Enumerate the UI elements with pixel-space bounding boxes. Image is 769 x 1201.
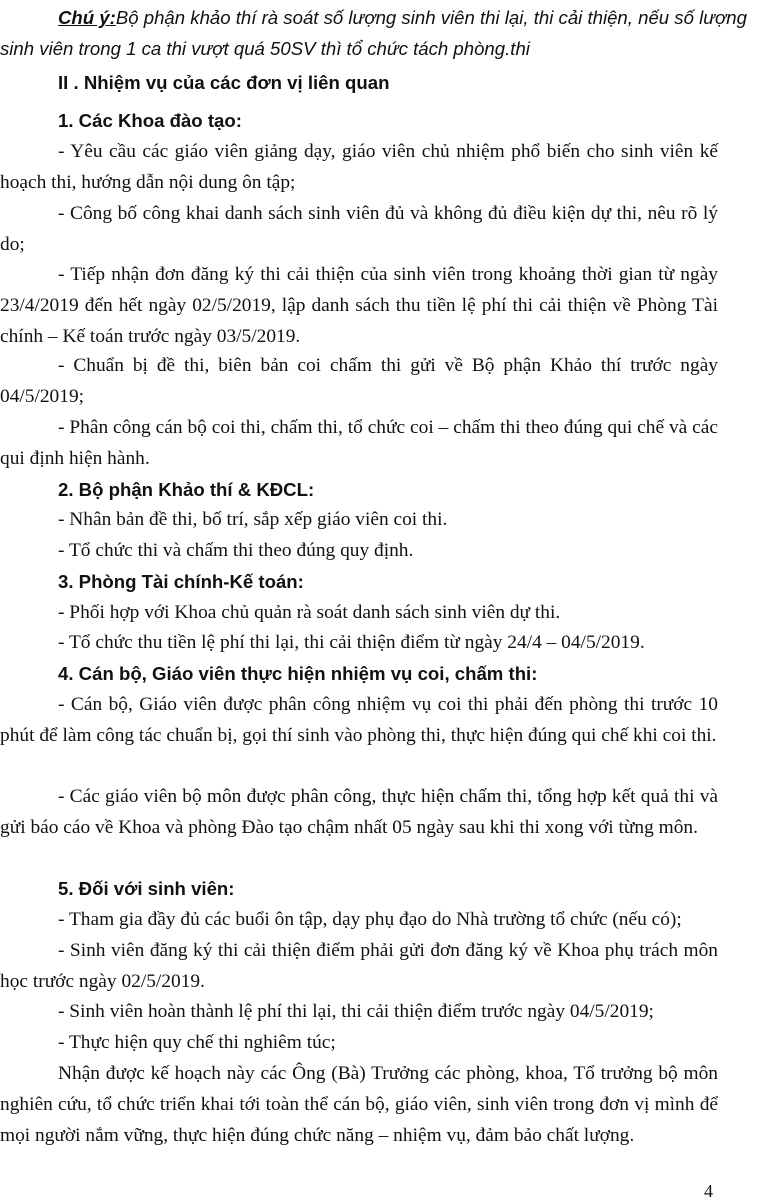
khaothi-item-1: - Nhân bản đề thi, bố trí, sắp xếp giáo viên coi thi. (58, 509, 448, 530)
sinhvien-item-2: - Sinh viên đăng ký thi cải thiện điểm phải gửi đơn đăng ký về Khoa phụ trách môn học trước ngày 02/5/2019. (0, 940, 718, 992)
sinhvien-item-4: - Thực hiện quy chế thi nghiêm túc; (58, 1032, 336, 1053)
subsection-title-sinhvien: 5. Đối với sinh viên: (58, 878, 235, 899)
section-title: II . Nhiệm vụ của các đơn vị liên quan (58, 72, 390, 93)
note-paragraph (0, 2, 766, 64)
taichinh-item-1: - Phối hợp với Khoa chủ quản rà soát danh sách sinh viên dự thi. (58, 602, 561, 623)
khoa-item-5: - Phân công cán bộ coi thi, chấm thi, tổ chức coi – chấm thi theo đúng qui chế và các qui định hiện hành. (0, 417, 718, 469)
note-lead: Chú ý: (58, 7, 116, 28)
khaothi-item-2: - Tổ chức thi và chấm thi theo đúng quy định. (58, 540, 414, 561)
khoa-item-3: - Tiếp nhận đơn đăng ký thi cải thiện của sinh viên trong khoảng thời gian từ ngày 23/4/2019 đến hết ngày 02/5/2019, lập danh sách thu tiền lệ phí thi cải thiện về Phòng Tài chính – Kế toán trước ngày 03/5/2019. (0, 264, 718, 347)
sinhvien-item-3: - Sinh viên hoàn thành lệ phí thi lại, thi cải thiện điểm trước ngày 04/5/2019; (58, 1001, 654, 1022)
khoa-item-2: - Công bố công khai danh sách sinh viên đủ và không đủ điều kiện dự thi, nêu rõ lý do; (0, 203, 718, 255)
taichinh-item-2: - Tổ chức thu tiền lệ phí thi lại, thi cải thiện điểm từ ngày 24/4 – 04/5/2019. (58, 632, 645, 653)
subsection-title-khoa: 1. Các Khoa đào tạo: (58, 110, 242, 131)
sinhvien-item-1: - Tham gia đầy đủ các buổi ôn tập, dạy phụ đạo do Nhà trường tổ chức (nếu có); (58, 909, 682, 930)
canbo-item-1: - Cán bộ, Giáo viên được phân công nhiệm vụ coi thi phải đến phòng thi trước 10 phút để làm công tác chuẩn bị, gọi thí sinh vào phòng thi, thực hiện đúng qui chế khi coi thi. (0, 694, 718, 746)
note-text: Bộ phận khảo thí rà soát số lượng sinh viên thi lại, thi cải thiện, nếu số lượng sinh viên trong 1 ca thi vượt quá 50SV thì tổ chức tách phòng.thi (0, 7, 747, 59)
khoa-item-4: - Chuẩn bị đề thi, biên bản coi chấm thi gửi về Bộ phận Khảo thí trước ngày 04/5/2019; (0, 355, 718, 407)
closing-paragraph: Nhận được kế hoạch này các Ông (Bà) Trưởng các phòng, khoa, Tổ trưởng bộ môn nghiên cứu, tổ chức triển khai tới toàn thể cán bộ, giáo viên, sinh viên trong đơn vị mình để mọi người nắm vững, thực hiện đúng chức năng – nhiệm vụ, đảm bảo chất lượng. (0, 1063, 718, 1146)
page-number: 4 (704, 1181, 713, 1201)
khoa-item-1: - Yêu cầu các giáo viên giảng dạy, giáo viên chủ nhiệm phổ biến cho sinh viên kế hoạch thi, hướng dẫn nội dung ôn tập; (0, 141, 718, 193)
subsection-title-canbo: 4. Cán bộ, Giáo viên thực hiện nhiệm vụ coi, chấm thi: (58, 663, 538, 684)
canbo-item-2: - Các giáo viên bộ môn được phân công, thực hiện chấm thi, tổng hợp kết quả thi và gửi báo cáo về Khoa và phòng Đào tạo chậm nhất 05 ngày sau khi thi xong với từng môn. (0, 786, 718, 838)
subsection-title-taichinh: 3. Phòng Tài chính-Kế toán: (58, 571, 304, 592)
subsection-title-khaothi: 2. Bộ phận Khảo thí & KĐCL: (58, 479, 315, 500)
